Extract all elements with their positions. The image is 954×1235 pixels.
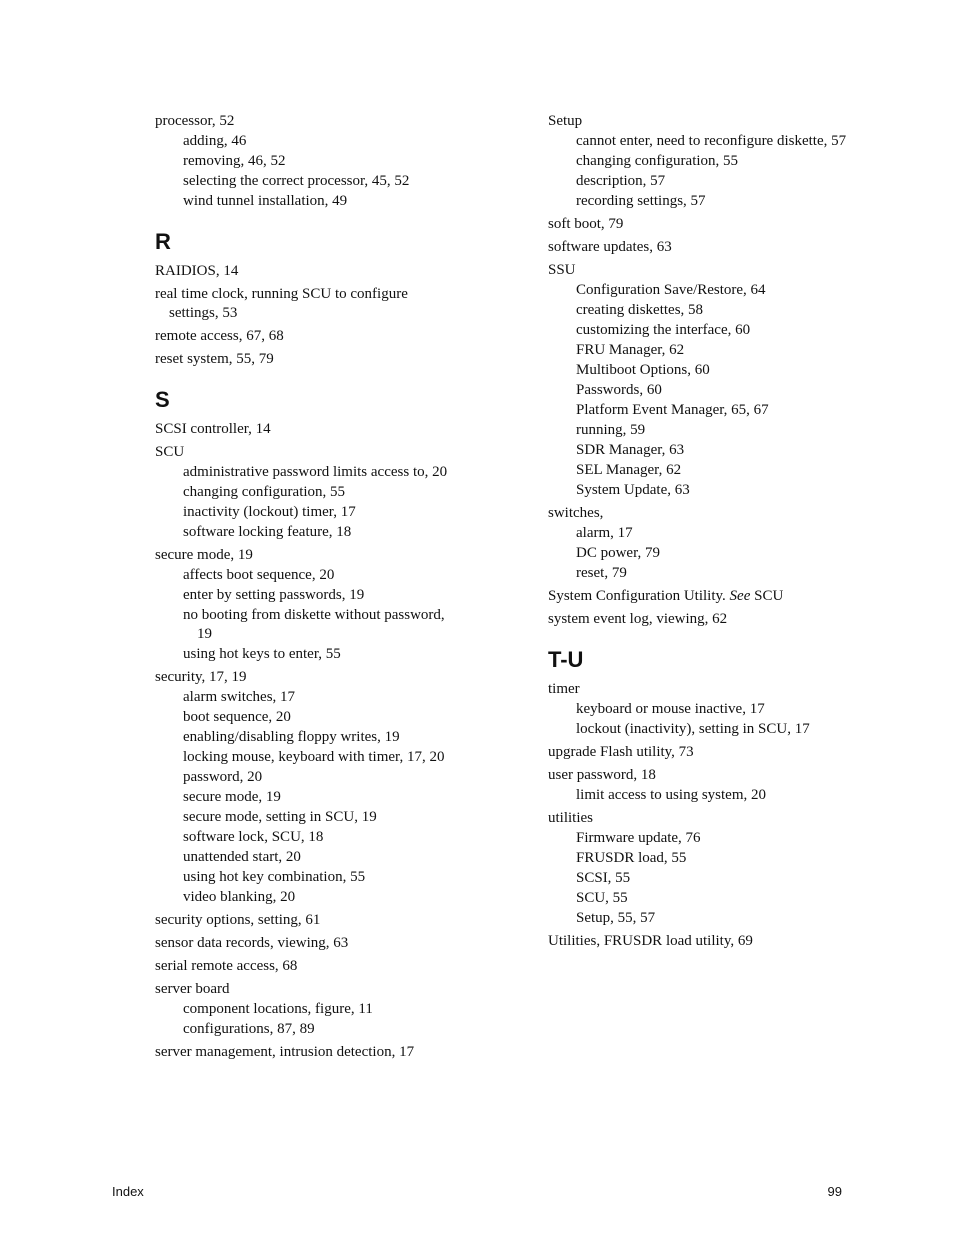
- index-entry-upgrade-flash: upgrade Flash utility, 73: [548, 744, 694, 760]
- index-subentry: recording settings, 57: [576, 193, 706, 209]
- index-subentry: System Update, 63: [576, 482, 690, 498]
- index-column-left: [155, 112, 455, 1062]
- index-subentry: selecting the correct processor, 45, 52: [183, 173, 410, 189]
- index-subentry: adding, 46: [183, 133, 247, 149]
- index-subentry: Multiboot Options, 60: [576, 362, 710, 378]
- index-entry-sensor-data: sensor data records, viewing, 63: [155, 935, 349, 951]
- index-subentry: changing configuration, 55: [576, 153, 739, 169]
- index-subentry: creating diskettes, 58: [576, 302, 704, 318]
- index-subentry: software lock, SCU, 18: [183, 829, 324, 845]
- entry-text: System Configuration Utility.: [548, 588, 730, 604]
- index-subentry: Firmware update, 76: [576, 830, 701, 846]
- index-subentry: software locking feature, 18: [183, 524, 352, 540]
- index-subentry: no booting from diskette without password, 19: [183, 607, 445, 642]
- index-entry-utilities: utilities: [548, 810, 593, 826]
- index-entry-scu: SCU: [155, 444, 185, 460]
- index-subentry: changing configuration, 55: [183, 484, 346, 500]
- footer-section-label: Index: [112, 1184, 144, 1199]
- see-reference-target: SCU: [750, 588, 784, 604]
- index-subentry: Configuration Save/Restore, 64: [576, 282, 766, 298]
- index-entry-system-configuration-utility: [548, 587, 848, 606]
- index-subentry: FRU Manager, 62: [576, 342, 685, 358]
- index-entry-server-management: server management, intrusion detection, 17: [155, 1044, 415, 1060]
- index-subentry: SEL Manager, 62: [576, 462, 682, 478]
- index-subentry: secure mode, setting in SCU, 19: [183, 809, 377, 825]
- index-entry-raidios: RAIDIOS, 14: [155, 263, 239, 279]
- index-entry-processor: processor, 52: [155, 113, 235, 129]
- index-entry-software-updates: software updates, 63: [548, 239, 672, 255]
- index-subentry: password, 20: [183, 769, 263, 785]
- index-subentry: enter by setting passwords, 19: [183, 587, 365, 603]
- index-subentry: using hot key combination, 55: [183, 869, 366, 885]
- index-subentry: inactivity (lockout) timer, 17: [183, 504, 356, 520]
- index-subentry: removing, 46, 52: [183, 153, 286, 169]
- index-entry-utilities-frusdr: Utilities, FRUSDR load utility, 69: [548, 933, 753, 949]
- index-entry-security-options: security options, setting, 61: [155, 912, 321, 928]
- index-subentry: lockout (inactivity), setting in SCU, 17: [576, 721, 810, 737]
- index-entry-server-board: server board: [155, 981, 230, 997]
- index-subentry: cannot enter, need to reconfigure diskette, 57: [576, 133, 847, 149]
- index-subentry: wind tunnel installation, 49: [183, 193, 348, 209]
- index-subentry: alarm switches, 17: [183, 689, 296, 705]
- index-subentry: locking mouse, keyboard with timer, 17, 20: [183, 749, 445, 765]
- index-entry-system-event-log: system event log, viewing, 62: [548, 611, 728, 627]
- index-subentry: secure mode, 19: [183, 789, 281, 805]
- index-subentry: keyboard or mouse inactive, 17: [576, 701, 765, 717]
- footer-page-number: 99: [827, 1184, 842, 1199]
- index-subentry: configurations, 87, 89: [183, 1021, 315, 1037]
- index-entry-switches: switches,: [548, 505, 604, 521]
- index-subentry: enabling/disabling floppy writes, 19: [183, 729, 400, 745]
- index-entry-security: security, 17, 19: [155, 669, 247, 685]
- index-subentry: administrative password limits access to, 20: [183, 464, 448, 480]
- index-column-right: [548, 112, 848, 951]
- index-entry-serial-remote: serial remote access, 68: [155, 958, 298, 974]
- index-subentry: running, 59: [576, 422, 646, 438]
- index-subentry: Platform Event Manager, 65, 67: [576, 402, 769, 418]
- index-entry-real-time-clock: real time clock, running SCU to configure settings, 53: [155, 286, 408, 321]
- index-subentry: customizing the interface, 60: [576, 322, 751, 338]
- index-entry-scsi-controller: SCSI controller, 14: [155, 421, 271, 437]
- index-subentry: SCU, 55: [576, 890, 628, 906]
- index-subentry: unattended start, 20: [183, 849, 301, 865]
- index-entry-timer: timer: [548, 681, 580, 697]
- index-entry-reset-system: reset system, 55, 79: [155, 351, 274, 367]
- section-letter-r: R: [155, 229, 171, 254]
- index-subentry: video blanking, 20: [183, 889, 296, 905]
- section-letter-s: S: [155, 387, 170, 412]
- index-subentry: DC power, 79: [576, 545, 660, 561]
- index-subentry: component locations, figure, 11: [183, 1001, 373, 1017]
- index-subentry: limit access to using system, 20: [576, 787, 766, 803]
- index-subentry: boot sequence, 20: [183, 709, 291, 725]
- index-subentry: Passwords, 60: [576, 382, 662, 398]
- index-entry-ssu: SSU: [548, 262, 576, 278]
- index-subentry: affects boot sequence, 20: [183, 567, 335, 583]
- index-entry-setup: Setup: [548, 113, 583, 129]
- index-entry-user-password: user password, 18: [548, 767, 656, 783]
- index-subentry: Setup, 55, 57: [576, 910, 656, 926]
- index-subentry: alarm, 17: [576, 525, 633, 541]
- index-subentry: SCSI, 55: [576, 870, 631, 886]
- index-entry-soft-boot: soft boot, 79: [548, 216, 624, 232]
- index-subentry: description, 57: [576, 173, 666, 189]
- index-entry-secure-mode: secure mode, 19: [155, 547, 253, 563]
- index-entry-remote-access: remote access, 67, 68: [155, 328, 284, 344]
- section-letter-t-u: T-U: [548, 647, 584, 672]
- see-reference-label: See: [729, 588, 751, 604]
- index-subentry: reset, 79: [576, 565, 627, 581]
- index-subentry: using hot keys to enter, 55: [183, 646, 341, 662]
- index-subentry: SDR Manager, 63: [576, 442, 685, 458]
- index-subentry: FRUSDR load, 55: [576, 850, 687, 866]
